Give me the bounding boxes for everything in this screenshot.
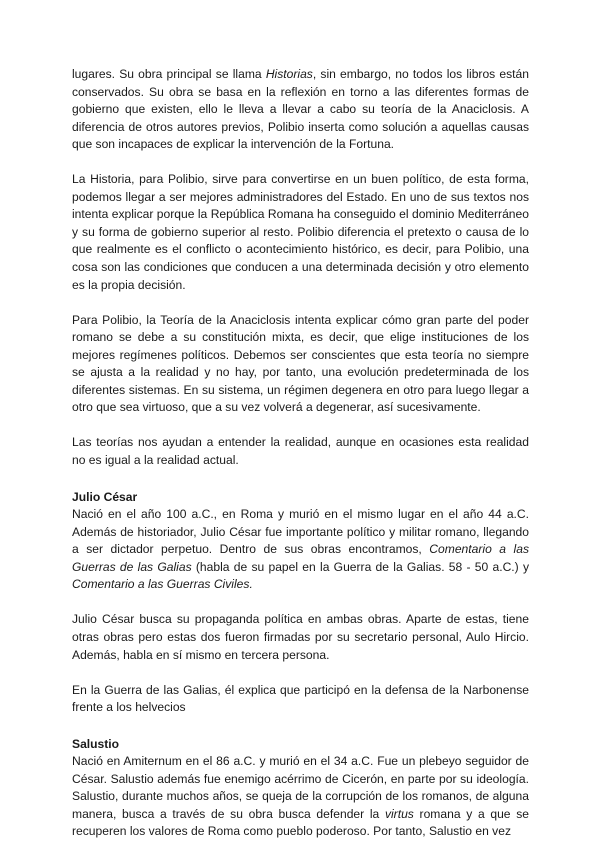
section-heading-salustio: Salustio [72, 736, 120, 751]
text-run: Nació en el año 100 a.C., en Roma y murió en el mismo lugar en el año 44 a.C. Además de historiador, Julio César fue importante político y militar romano, llegando a ser dictador perpetuo. Dentro de sus obras encontramos, [72, 507, 529, 557]
paragraph-guerra-galias: En la Guerra de las Galias, él explica que participó en la defensa de la Narbonense frente a los helvecios [72, 682, 529, 715]
text-run: (habla de su papel en la Guerra de la Galias. 58 - 50 a.C.) y [191, 559, 529, 574]
paragraph-teorias: Las teorías nos ayudan a entender la realidad, aunque en ocasiones esta realidad no es igual a la realidad actual. [72, 435, 529, 468]
italic-title: Comentario a las Guerras de las Galias [72, 542, 529, 574]
document-page [72, 66, 529, 841]
text-run: lugares. Su obra principal se llama [72, 67, 266, 81]
paragraph-julio-cesar-propaganda: Julio César busca su propaganda política en ambas obras. Aparte de estas, tiene otras obras pero estas dos fueron firmadas por su secretario personal, Aulo Hircio. Además, habla en sí mismo en tercera persona. [72, 612, 529, 662]
italic-title: Historias [265, 67, 313, 81]
paragraph-julio-cesar-bio [72, 506, 529, 594]
text-run: Nació en Amiternum en el 86 a.C. y murió en el 34 a.C. Fue un plebeyo seguidor de César. Salustio además fue enemigo acérrimo de Cicerón, en parte por su ideología. Salustio, durante muchos años, se queja de la corrupción de los romanos, de alguna manera, busca a través de su obra busca defender la [72, 754, 529, 821]
italic-title: Comentario a las Guerras Civiles. [72, 577, 253, 592]
paragraph-anaciclosis: Para Polibio, la Teoría de la Anaciclosis intenta explicar cómo gran parte del poder romano se debe a su constitución mixta, es decir, que elige instituciones de los mejores regímenes políticos. Debemos ser conscientes que esta teoría no siempre se ajusta a la realidad y no hay, por tanto, una evolución predeterminada de los diferentes sistemas. En su sistema, un régimen degenera en otro para luego llegar a otro que sea virtuoso, que a su vez volverá a degenerar, así sucesivamente. [72, 312, 529, 415]
text-run: romana y a que se recuperen los valores de Roma como pueblo poderoso. Por tanto, Salustio en vez [72, 806, 529, 839]
section-heading-julio-cesar: Julio César [72, 489, 138, 504]
paragraph-polibio-obra [72, 66, 529, 154]
paragraph-historia-polibio: La Historia, para Polibio, sirve para convertirse en un buen político, de esta forma, podemos llegar a ser mejores administradores del Estado. En uno de sus textos nos intenta explicar porque la República Romana ha conseguido el dominio Mediterráneo y su forma de gobierno superior al resto. Polibio diferencia el pretexto o causa de lo que realmente es el conflicto o acontecimiento histórico, es decir, para Polibio, una cosa son las condiciones que conducen a una determinada decisión y otro elemento es la propia decisión. [72, 172, 529, 292]
paragraph-salustio-bio [72, 753, 529, 841]
italic-term: virtus [384, 806, 414, 821]
text-run: , sin embargo, no todos los libros están conservados. Su obra se basa en la reflexión en torno a las diferentes formas de gobierno que existen, ello le lleva a llevar a cabo su teoría de la Anaciclosis. A diferencia de otros autores previos, Polibio inserta como solución a aquellas causas que son incapaces de explicar la intervención de la Fortuna. [72, 67, 529, 152]
